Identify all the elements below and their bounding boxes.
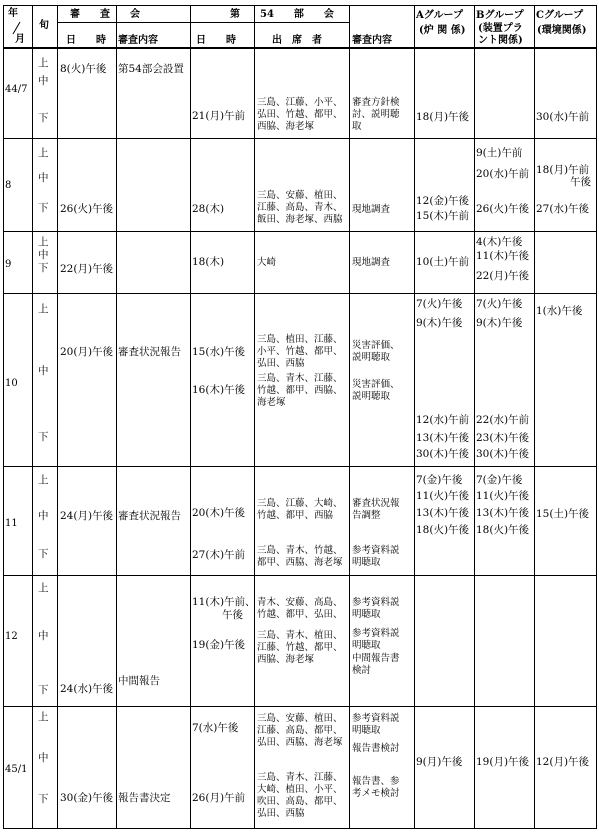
jun-label: 下 xyxy=(38,112,49,124)
header-mid-rule xyxy=(57,22,349,23)
group-b-date: 20(水)午前 xyxy=(476,168,530,180)
attendee-line: 弘田、西脇 xyxy=(257,808,305,819)
shinsakai-date: 8(火)午後 xyxy=(60,63,107,75)
jun-label: 中 xyxy=(38,75,49,87)
bukai-date: 26(月)午前 xyxy=(192,792,246,804)
group-c-date: 1(水)午後 xyxy=(536,305,583,317)
col-rule-9 xyxy=(534,5,535,828)
bukai-content-line: 告調整 xyxy=(352,510,381,521)
header-group-b-sub1: (装置プラ xyxy=(478,23,523,34)
group-c-date: 30(水)午前 xyxy=(536,111,590,123)
header-bukai-datetime: 日 時 xyxy=(196,35,236,46)
jun-label: 上 xyxy=(38,474,49,486)
attendee-line: 都甲、西脇、海老塚 xyxy=(257,557,343,568)
month-label: 10 xyxy=(5,378,18,389)
bukai-content-line: 説明聴取 xyxy=(352,391,391,402)
group-a-date: 18(火)午後 xyxy=(416,524,470,536)
group-c-date: 18(月)午前 xyxy=(536,164,590,176)
header-year: 年 xyxy=(8,8,18,19)
group-b-date: 7(火)午後 xyxy=(476,298,523,310)
jun-label: 上 xyxy=(38,236,49,248)
group-c-date: 午後 xyxy=(570,176,591,188)
bukai-content-line: 報告書検討 xyxy=(352,743,400,754)
col-rule-3 xyxy=(116,5,117,828)
bukai-date: 28(木) xyxy=(192,203,225,215)
attendee-line: 弘田、西脇 xyxy=(257,358,305,369)
month-label: 9 xyxy=(5,259,12,270)
row-rule-1 xyxy=(3,231,597,232)
group-a-date: 10(土)午前 xyxy=(416,256,470,268)
header-shinsakai-datetime: 日 時 xyxy=(66,35,106,46)
top-rule xyxy=(3,5,597,6)
row-rule-3 xyxy=(3,466,597,467)
jun-label: 中 xyxy=(38,510,49,522)
shinsakai-date: 20(月)午後 xyxy=(60,346,114,358)
group-a-date: 18(月)午後 xyxy=(416,111,470,123)
group-c-date: 27(水)午後 xyxy=(536,203,590,215)
col-rule-0 xyxy=(3,5,4,828)
month-label: 11 xyxy=(5,518,18,529)
bukai-content-line: 参考資料説 xyxy=(352,545,400,556)
month-label: 45/1 xyxy=(5,764,28,775)
jun-label: 下 xyxy=(38,548,49,560)
bukai-date: 15(水)午後 xyxy=(192,346,246,358)
header-jun: 旬 xyxy=(39,20,49,31)
attendee-line: 三島、青木、江藤、 xyxy=(257,373,343,384)
shinsakai-content: 審査状況報告 xyxy=(118,510,181,522)
bukai-content-line: 審査方針検 xyxy=(352,97,400,108)
attendee-line: 海老塚 xyxy=(257,397,286,408)
group-b-date: 19(月)午後 xyxy=(476,756,530,768)
header-group-a-sub: (炉 関 係) xyxy=(419,25,466,36)
bukai-content-line: 検討 xyxy=(352,665,372,676)
bukai-content-line: 審査状況報 xyxy=(352,498,400,509)
header-group-c: Cグループ xyxy=(536,10,584,21)
bukai-content-line: 現地調査 xyxy=(352,204,391,215)
bukai-content-line: 現地調査 xyxy=(352,257,391,268)
bukai-content-line: 明聴取 xyxy=(352,609,381,620)
shinsakai-content: 中間報告 xyxy=(118,675,160,687)
bukai-content-line: 説明聴取 xyxy=(352,352,391,363)
header-group-b: Bグループ xyxy=(476,10,524,21)
header-month: 月 xyxy=(15,34,25,45)
attendee-line: 飯田、海老塚、西脇 xyxy=(257,214,343,225)
bukai-content-line: 明聴取 xyxy=(352,640,381,651)
bukai-content-line: 参考資料説 xyxy=(352,713,400,724)
attendee-line: 弘田、竹越、都甲、 xyxy=(257,109,343,120)
shinsakai-date: 24(月)午後 xyxy=(60,510,114,522)
bukai-content-line: 災害評価、 xyxy=(352,340,400,351)
jun-label: 下 xyxy=(38,684,49,696)
header-slash xyxy=(13,22,21,35)
month-label: 8 xyxy=(5,180,12,191)
bukai-date: 午後 xyxy=(222,609,243,621)
jun-label: 中 xyxy=(38,172,49,184)
bukai-date: 16(木)午後 xyxy=(192,384,246,396)
bukai-date: 20(木)午後 xyxy=(192,507,246,519)
shinsakai-date: 30(金)午後 xyxy=(60,792,114,804)
bukai-content-line: 討、説明聴 xyxy=(352,109,400,120)
jun-label: 中 xyxy=(38,630,49,642)
attendee-line: 三島、江藤、小平、 xyxy=(257,97,343,108)
month-label: 44/7 xyxy=(5,84,28,95)
attendee-line: 竹越、都甲、西脇 xyxy=(257,510,334,521)
bukai-content-line: 取 xyxy=(352,121,362,132)
group-a-date: 9(木)午後 xyxy=(416,317,463,329)
group-b-date: 9(土)午前 xyxy=(476,147,523,159)
header-group-c-sub: (環境関係) xyxy=(537,25,587,36)
month-label: 12 xyxy=(5,631,18,642)
attendee-line: 大崎、植田、小平、 xyxy=(257,784,343,795)
jun-label: 下 xyxy=(38,431,49,443)
group-b-date: 11(火)午後 xyxy=(476,490,530,502)
row-rule-5 xyxy=(3,706,597,707)
group-b-date: 11(木)午後 xyxy=(476,250,530,262)
group-a-date: 12(金)午後 xyxy=(416,195,470,207)
bukai-content-line: 考メモ検討 xyxy=(352,788,400,799)
group-a-date: 7(火)午後 xyxy=(416,298,463,310)
group-b-date: 22(月)午後 xyxy=(476,270,530,282)
col-rule-6 xyxy=(349,5,350,828)
row-rule-6 xyxy=(3,828,597,829)
group-a-date: 11(火)午後 xyxy=(416,490,470,502)
jun-label: 下 xyxy=(38,202,49,214)
attendee-line: 江藤、竹越、都甲、 xyxy=(257,642,343,653)
bukai-content-line: 参考資料説 xyxy=(352,597,400,608)
shinsakai-date: 26(火)午後 xyxy=(60,203,114,215)
shinsakai-content: 審査状況報告 xyxy=(118,346,181,358)
header-shinsakai-content: 審査内容 xyxy=(118,35,158,46)
row-rule-2 xyxy=(3,293,597,294)
group-a-date: 12(水)午前 xyxy=(416,414,470,426)
attendee-line: 青木、安藤、高島、 xyxy=(257,597,343,608)
header-group-a: Aグループ xyxy=(416,10,463,21)
col-rule-4 xyxy=(190,5,191,828)
header-shinsakai: 審 査 会 xyxy=(70,9,140,20)
col-rule-5 xyxy=(254,5,255,828)
attendee-line: 吹田、高島、都甲、 xyxy=(257,796,343,807)
header-bukai: 第 54 部 会 xyxy=(230,9,334,20)
jun-label: 上 xyxy=(38,711,49,723)
attendee-line: 三島、江藤、大崎、 xyxy=(257,498,343,509)
group-b-date: 30(木)午後 xyxy=(476,448,530,460)
group-a-date: 30(木)午後 xyxy=(416,448,470,460)
header-group-b-sub2: ント関係) xyxy=(478,35,523,46)
shinsakai-content: 報告書決定 xyxy=(118,792,171,804)
jun-label: 上 xyxy=(38,582,49,594)
jun-label: 下 xyxy=(38,793,49,805)
group-a-date: 13(木)午後 xyxy=(416,432,470,444)
bukai-date: 11(木)午前、 xyxy=(192,596,256,608)
bukai-date: 18(木) xyxy=(192,256,225,268)
group-a-date: 13(木)午後 xyxy=(416,507,470,519)
group-b-date: 26(火)午後 xyxy=(476,203,530,215)
group-c-date: 12(月)午後 xyxy=(536,756,590,768)
bukai-date: 7(水)午後 xyxy=(192,722,239,734)
bukai-content-line: 中間報告書 xyxy=(352,653,400,664)
attendee-line: 西脇、海老塚 xyxy=(257,654,315,665)
col-rule-2 xyxy=(57,5,58,828)
shinsakai-date: 22(月)午後 xyxy=(60,263,114,275)
group-b-date: 4(木)午後 xyxy=(476,236,523,248)
bukai-date: 27(木)午前 xyxy=(192,549,246,561)
col-rule-1 xyxy=(32,5,33,828)
col-rule-7 xyxy=(414,5,415,828)
attendee-line: 江藤、高島、青木、 xyxy=(257,202,343,213)
bukai-content-line: 報告書、参 xyxy=(352,776,400,787)
bukai-content-line: 明聴取 xyxy=(352,557,381,568)
group-b-date: 9(木)午後 xyxy=(476,317,523,329)
jun-label: 中 xyxy=(38,752,49,764)
group-b-date: 22(水)午前 xyxy=(476,414,530,426)
header-bukai-content: 審査内容 xyxy=(352,35,392,46)
group-a-date: 9(月)午後 xyxy=(416,756,463,768)
group-a-date: 15(木)午前 xyxy=(416,210,470,222)
bukai-content-line: 明聴取 xyxy=(352,725,381,736)
attendee-line: 三島、安藤、植田、 xyxy=(257,190,343,201)
group-b-date: 18(火)午後 xyxy=(476,524,530,536)
attendee-line: 竹越、都甲、西脇、 xyxy=(257,385,343,396)
row-rule-0 xyxy=(3,138,597,139)
bukai-content-line: 参考資料説 xyxy=(352,628,400,639)
shinsakai-content: 第54部会設置 xyxy=(118,63,184,75)
bukai-content-line: 災害評価、 xyxy=(352,379,400,390)
jun-label: 中 xyxy=(38,249,49,261)
col-rule-10 xyxy=(596,5,597,828)
attendee-line: 大崎 xyxy=(257,257,277,268)
attendee-line: 三島、植田、江藤、 xyxy=(257,334,343,345)
bukai-date: 21(月)午前 xyxy=(192,110,246,122)
attendee-line: 三島、青木、植田、 xyxy=(257,630,343,641)
group-b-date: 23(木)午後 xyxy=(476,432,530,444)
attendee-line: 江藤、高島、都甲、 xyxy=(257,725,343,736)
attendee-line: 三島、安藤、植田、 xyxy=(257,713,343,724)
attendee-line: 三島、青木、江藤、 xyxy=(257,772,343,783)
row-rule-4 xyxy=(3,575,597,576)
attendee-line: 三島、青木、竹越、 xyxy=(257,545,343,556)
attendee-line: 竹越、都甲、弘田、 xyxy=(257,609,343,620)
attendee-line: 小平、竹越、都甲、 xyxy=(257,346,343,357)
attendee-line: 西脇、海老塚 xyxy=(257,121,315,132)
jun-label: 上 xyxy=(38,57,49,69)
jun-label: 中 xyxy=(38,365,49,377)
attendee-line: 弘田、西脇、海老塚 xyxy=(257,737,343,748)
group-c-date: 15(土)午後 xyxy=(536,508,590,520)
shinsakai-date: 24(水)午後 xyxy=(60,683,114,695)
bukai-date: 19(金)午後 xyxy=(192,639,246,651)
jun-label: 下 xyxy=(38,262,49,274)
group-a-date: 7(金)午後 xyxy=(416,474,463,486)
col-rule-8 xyxy=(474,5,475,828)
header-bukai-attendees: 出 席 者 xyxy=(272,35,322,46)
group-b-date: 13(木)午後 xyxy=(476,507,530,519)
jun-label: 上 xyxy=(38,303,49,315)
jun-label: 上 xyxy=(38,147,49,159)
header-bottom-rule xyxy=(3,47,597,49)
group-b-date: 7(金)午後 xyxy=(476,474,523,486)
